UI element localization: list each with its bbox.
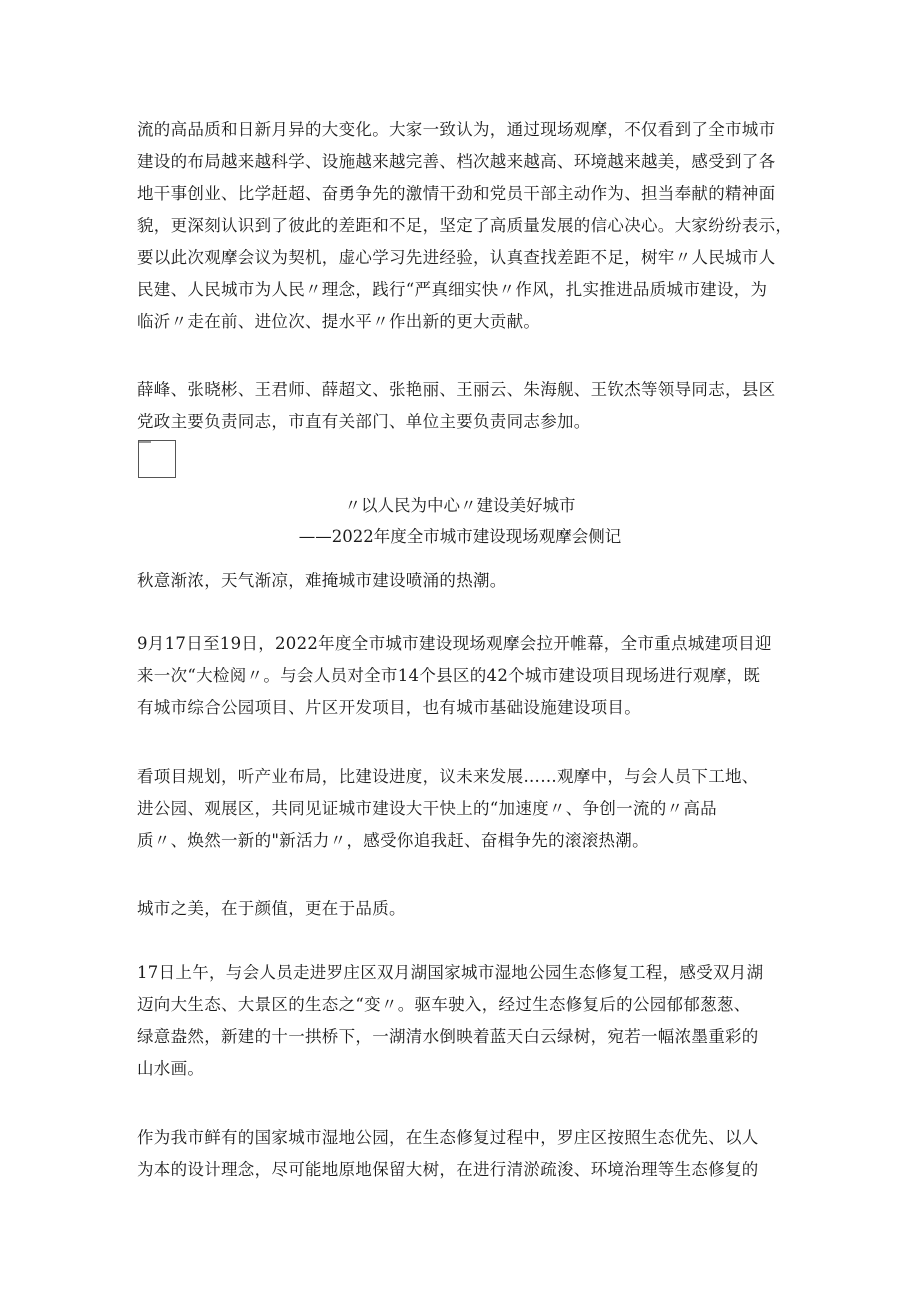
text-line: 9月17日至19日，2022年度全市城市建设现场观摩会拉开帷幕，全市重点城建项目迎 (137, 634, 772, 653)
text-line: 进公园、观展区，共同见证城市建设大干快上的“加速度〃、争创一流的〃高品 (137, 799, 717, 818)
image-placeholder (138, 440, 176, 478)
text-line: 薛峰、张晓彬、王君师、薛超文、张艳丽、王丽云、朱海舰、王钦杰等领导同志，县区 (137, 380, 776, 399)
paragraph-city-beauty (137, 893, 787, 925)
text-line: 山水画。 (137, 1059, 205, 1078)
article-subtitle: ——2022年度全市城市建设现场观摩会侧记 (298, 527, 622, 546)
text-line: 作为我市鲜有的国家城市湿地公园，在生态修复过程中，罗庄区按照生态优先、以人 (137, 1128, 759, 1147)
paragraph-observation-activity (137, 761, 787, 857)
text-line: 建设的布局越来越科学、设施越来越完善、档次越来越高、环境越来越美，感受到了各 (137, 152, 776, 171)
text-line: 临沂〃走在前、进位次、提水平〃作出新的更大贡献。 (137, 312, 541, 331)
paragraph-intro (137, 565, 787, 597)
text-line: 质〃、焕然一新的"新活力〃，感受你追我赶、奋楫争先的滚滚热潮。 (137, 831, 649, 850)
text-line: 迈向大生态、大景区的生态之“变〃。驱车驶入，经过生态修复后的公园郁郁葱葱、 (137, 995, 751, 1014)
paragraph-ecological-restoration (137, 1122, 787, 1186)
text-line: 貌，更深刻认识到了彼此的差距和不足，坚定了高质量发展的信心决心。大家纷纷表示， (137, 216, 793, 235)
text-line: 要以此次观摩会议为契机，虚心学习先进经验，认真查找差距不足，树牢〃人民城市人 (137, 248, 776, 267)
text-line: 城市之美，在于颜值，更在于品质。 (137, 899, 406, 918)
paragraph-wetland-park (137, 957, 787, 1085)
text-line: 为本的设计理念，尽可能地原地保留大树，在进行清淤疏浚、环境治理等生态修复的 (137, 1160, 759, 1179)
text-line: 流的高品质和日新月异的大变化。大家一致认为，通过现场观摩，不仅看到了全市城市 (137, 120, 776, 139)
paragraph-attendees (137, 374, 787, 438)
paragraph-event-dates (137, 628, 787, 724)
article-title: 〃以人民为中心〃建设美好城市 (344, 496, 576, 515)
text-line: 绿意盎然，新建的十一拱桥下，一湖清水倒映着蓝天白云绿树，宛若一幅浓墨重彩的 (137, 1027, 759, 1046)
text-line: 来一次“大检阅〃。与会人员对全市14个县区的42个城市建设项目现场进行观摩，既 (137, 666, 761, 685)
text-line: 有城市综合公园项目、片区开发项目，也有城市基础设施建设项目。 (137, 698, 641, 717)
text-line: 看项目规划，听产业布局，比建设进度，议未来发展……观摩中，与会人员下工地、 (137, 767, 759, 786)
text-line: 民建、人民城市为人民〃理念，践行“严真细实快〃作风，扎实推进品质城市建设，为 (137, 280, 768, 299)
text-line: 17日上午，与会人员走进罗庄区双月湖国家城市湿地公园生态修复工程，感受双月湖 (137, 963, 764, 982)
text-line: 地干事创业、比学赶超、奋勇争先的激情干劲和党员干部主动作为、担当奉献的精神面 (137, 184, 776, 203)
text-line: 秋意渐浓，天气渐凉，难掩城市建设喷涌的热潮。 (137, 571, 507, 590)
text-line: 党政主要负责同志，市直有关部门、单位主要负责同志参加。 (137, 412, 591, 431)
paragraph-observation-summary (137, 114, 793, 338)
